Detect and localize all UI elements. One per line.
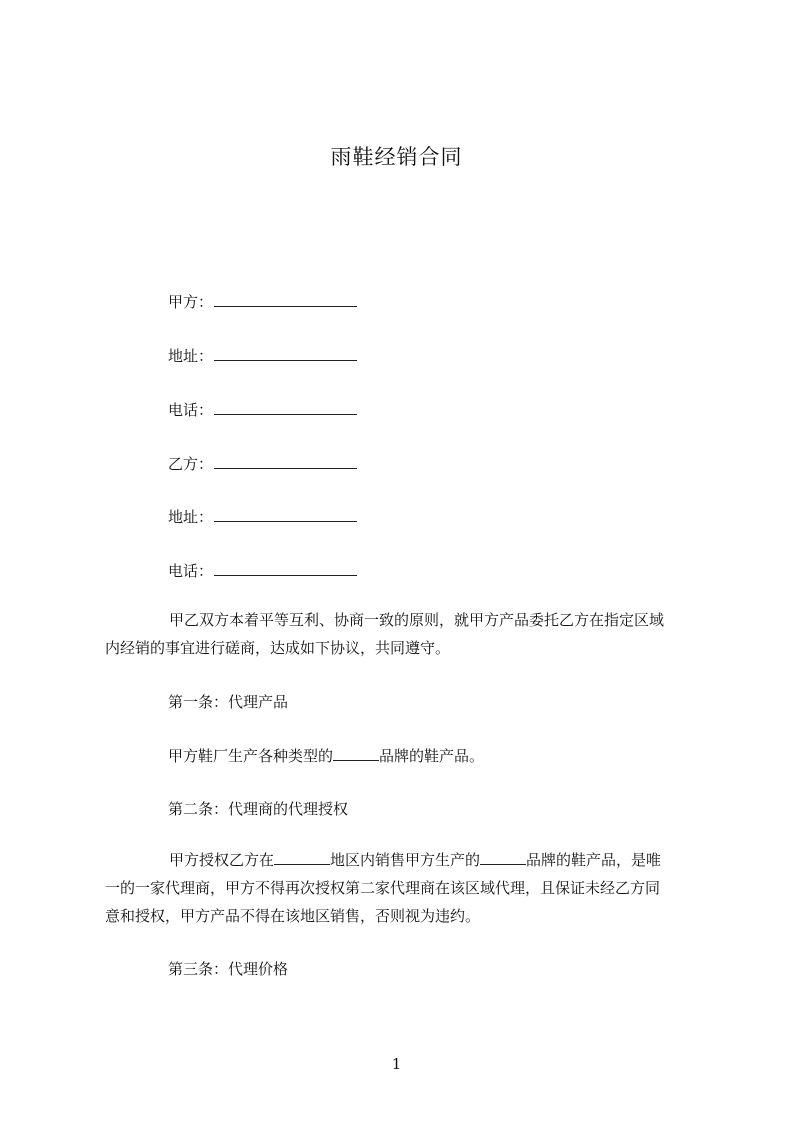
brand-blank bbox=[333, 745, 379, 761]
party-b-field bbox=[168, 453, 357, 474]
intro-paragraph bbox=[105, 606, 703, 662]
intro-line-1: 甲乙双方本着平等互利、协商一致的原则，就甲方产品委托乙方在指定区域 bbox=[169, 611, 665, 629]
article-1-text-before: 甲方鞋厂生产各种类型的 bbox=[168, 747, 334, 765]
party-a-phone-blank bbox=[214, 399, 357, 415]
party-a-address-blank bbox=[214, 345, 357, 361]
article-1-heading: 第一条：代理产品 bbox=[168, 693, 289, 711]
party-a-label: 甲方： bbox=[168, 293, 214, 311]
article-1-text bbox=[168, 745, 484, 766]
article-2-line-1-part-3: 品牌的鞋产品，是唯 bbox=[526, 851, 662, 869]
party-b-label: 乙方： bbox=[168, 455, 214, 473]
party-b-phone-field bbox=[168, 560, 357, 581]
article-2-line-1-part-2: 地区内销售甲方生产的 bbox=[330, 851, 481, 869]
party-b-address-label: 地址： bbox=[168, 508, 214, 526]
article-2-paragraph bbox=[105, 846, 703, 930]
party-a-address-field bbox=[168, 345, 357, 366]
party-a-phone-label: 电话： bbox=[168, 401, 214, 419]
region-blank bbox=[274, 849, 330, 865]
party-b-phone-label: 电话： bbox=[168, 562, 214, 580]
article-2-line-2: 一的一家代理商，甲方不得再次授权第二家代理商在该区域代理，且保证未经乙方同 bbox=[105, 879, 661, 897]
article-3-heading: 第三条：代理价格 bbox=[168, 960, 289, 978]
article-2-line-1-part-1: 甲方授权乙方在 bbox=[169, 851, 275, 869]
article-2-line-1 bbox=[105, 846, 703, 874]
party-b-address-field bbox=[168, 506, 357, 527]
page-number: 1 bbox=[391, 1055, 402, 1073]
party-b-phone-blank bbox=[214, 560, 357, 576]
article-2-line-3: 意和授权，甲方产品不得在该地区销售，否则视为违约。 bbox=[105, 907, 481, 925]
party-a-address-label: 地址： bbox=[168, 347, 214, 365]
page-title: 雨鞋经销合同 bbox=[330, 145, 463, 169]
article-1-text-after: 品牌的鞋产品。 bbox=[379, 747, 485, 765]
party-b-blank bbox=[214, 453, 357, 469]
article-2-heading: 第二条：代理商的代理授权 bbox=[168, 800, 349, 818]
party-a-field bbox=[168, 291, 357, 312]
intro-line-2: 内经销的事宜进行磋商，达成如下协议，共同遵守。 bbox=[105, 639, 451, 657]
brand-blank-2 bbox=[480, 849, 526, 865]
party-a-phone-field bbox=[168, 399, 357, 420]
party-a-blank bbox=[214, 291, 357, 307]
party-b-address-blank bbox=[214, 506, 357, 522]
